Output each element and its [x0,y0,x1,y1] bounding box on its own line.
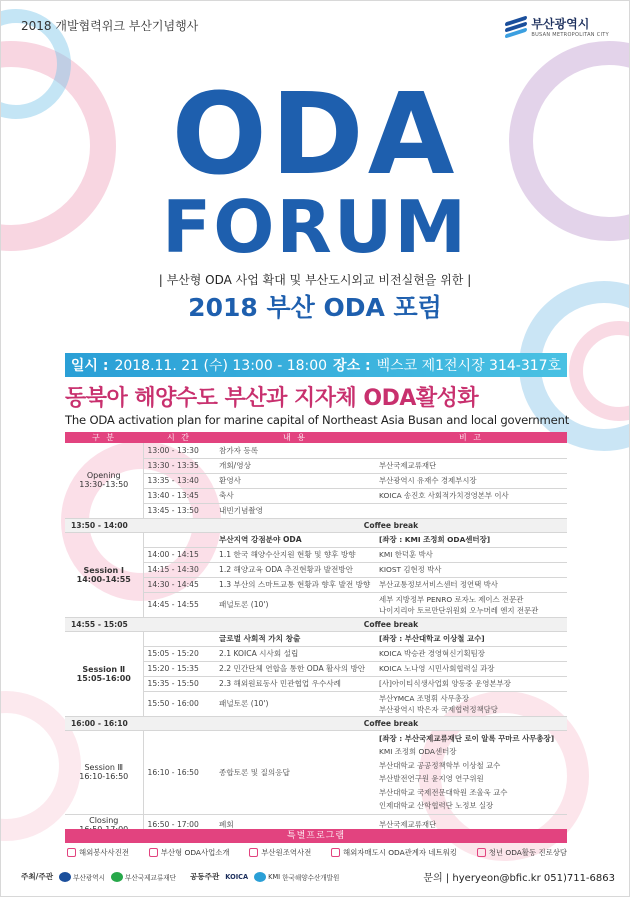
contact-email-phone[interactable]: hyeryeon@bfic.kr 051)711-6863 [452,873,615,884]
headline-english: The ODA activation plan for marine capital of Northeast Asia Busan and local government [65,413,570,427]
title-forum: FORUM [162,185,468,269]
photo-frame-icon [67,848,76,857]
col-header-section: 구 분 [65,432,143,443]
kmi-logo-icon [254,872,266,882]
table-row: 14:30 - 14:45 1.3 부산의 스마트교통 현황과 향후 발전 방향 부산교통정보서비스센터 정연택 박사 [65,577,567,592]
busan-logo [505,15,609,38]
host-label: 주최/주관 [21,872,54,881]
chat-icon [477,848,486,857]
contact-info: 문의 | hyeryeon@bfic.kr 051)711-6863 [423,873,615,884]
table-row: 15:20 - 15:35 2.2 민간단체 연합을 통한 ODA 활사의 방안 KOICA 노나영 시민사회협력실 과장 [65,661,567,676]
program-item: 청년 ODA활동 진로상담 [477,847,567,858]
section-session-1: Session Ⅰ 14:00-14:55 [65,532,143,617]
table-header-row [65,432,567,443]
logo-english: BUSAN METROPOLITAN CITY [531,32,609,38]
host-bfic: 부산국제교류재단 [111,872,176,882]
forum-subtitle: | 부산형 ODA 사업 확대 및 부산도시외교 비전실현을 위한 | [158,273,472,287]
coffee-break-row: 13:50 - 14:00 Coffee break [65,518,567,532]
schedule-table [65,432,567,836]
place-label: 장소 : [333,358,371,374]
logo-korean: 부산광역시 [531,17,590,31]
busan-wave-icon [505,16,527,38]
event-label: 2018 개발협력위크 부산기념행사 [21,19,199,33]
table-row: 15:35 - 15:50 2.3 해외원료동사 민관협업 우수사례 [사]아이티식생사업회 양동중 운영본부장 [65,676,567,691]
section-opening: Opening 13:30-13:50 [65,443,143,518]
date-value: 2018.11. 21 (수) 13:00 - 18:00 [114,358,328,374]
date-label: 일시 : [70,358,109,374]
col-header-content: 내 용 [215,432,375,443]
headline: 동북아 해양수도 부산과 지자체 ODA활성화 [65,386,479,411]
table-row: 13:30 - 13:35 개회/영상 부산국제교류재단 [65,458,567,473]
busan-logo-icon [59,872,71,882]
program-item: 해외자매도시 ODA관계자 네트워킹 [331,847,457,858]
session-3-row: Session Ⅲ 16:10-16:50 16:10 - 16:50 종합토론 및 질의응답 [좌장 : 부산국제교류재단 로이 알록 꾸마르 사무총장] KMI 조정희 ODA센터장 부산대학교 공공정책학부 이상철 교수 부산발전연구원 윤지영 연구위원 부산대학교 국제전문대학원 조울욱 교수 인제대학교 산학협력단 노정보 실장 [65,730,567,814]
table-row: 14:15 - 14:30 1.2 해양교육 ODA 추진현황과 발전방안 KIOST 김현정 박사 [65,562,567,577]
closing-row: Closing 16:50 - 17:00 폐회 부산국제교류재단 [65,814,567,835]
network-icon [331,848,340,857]
section-session-2: Session Ⅱ 15:05-16:00 [65,631,143,716]
col-header-note: 비 고 [375,432,567,443]
table-row: 14:00 - 14:15 1.1 한국 해양수산지원 현황 및 향후 방향 KMI 한덕훈 박사 [65,547,567,562]
program-item: 부산원조역사전 [249,847,311,858]
table-row: 15:05 - 15:20 2.1 KOICA 시사회 설립 KOICA 박승관 경영혁신기획팀장 [65,646,567,661]
co-host-label: 공동주관 [189,872,220,881]
special-program-bar: 특별프로그램 [65,829,567,843]
special-program-list [67,847,567,858]
date-place-bar [65,353,567,377]
col-header-time: 시 간 [143,432,215,443]
history-icon [249,848,258,857]
coffee-break-row: 14:55 - 15:05 Coffee break [65,617,567,631]
title-oda: ODA [171,70,459,200]
forum-main-title: 2018 부산 ODA 포럼 [188,293,442,322]
co-host-kmi: KMI 한국해양수산개발원 [254,872,339,882]
table-row: 14:45 - 14:55 패널토론 (10') 세부 지방정부 PENRO 로자노 제이스 전문관 나이지리아 토르만단위원회 오누머레 엔지 전문관 [65,592,567,617]
coffee-break-row: 16:00 - 16:10 Coffee break [65,716,567,730]
section-closing: Closing [65,814,143,835]
table-row: 13:35 - 13:40 환영사 부산광역시 유재수 경제부시장 [65,473,567,488]
section-session-3: Session Ⅲ 16:10-16:50 [65,730,143,814]
handshake-icon [149,848,158,857]
table-row: 13:40 - 13:45 축사 KOICA 송진호 사회적가치경영본부 이사 [65,488,567,503]
footer [21,869,615,884]
table-row: 13:45 - 13:50 내빈기념촬영 [65,503,567,518]
table-row: Opening 13:30-13:50 13:00 - 13:30 참가자 등록 [65,443,567,458]
session-head-row: Session Ⅰ 14:00-14:55 부산지역 강점분야 ODA [좌장 : KMI 조정희 ODA센터장] [65,532,567,547]
table-row: 15:50 - 16:00 패널토론 (10') 부산YMCA 조명휘 사무총장 부산광역시 박은자 국제협력정책담당 [65,691,567,716]
place-value: 벡스코 제1전시장 314-317호 [376,358,562,374]
program-item: 해외봉사사진전 [67,847,129,858]
program-item: 부산형 ODA사업소개 [149,847,230,858]
bfic-logo-icon [111,872,123,882]
session-head-row: Session Ⅱ 15:05-16:00 글로벌 사회적 가치 창출 [좌장 : 부산대학교 이상철 교수] [65,631,567,646]
co-host-koica: KOICA [225,872,249,881]
host-busan: 부산광역시 [59,872,105,882]
